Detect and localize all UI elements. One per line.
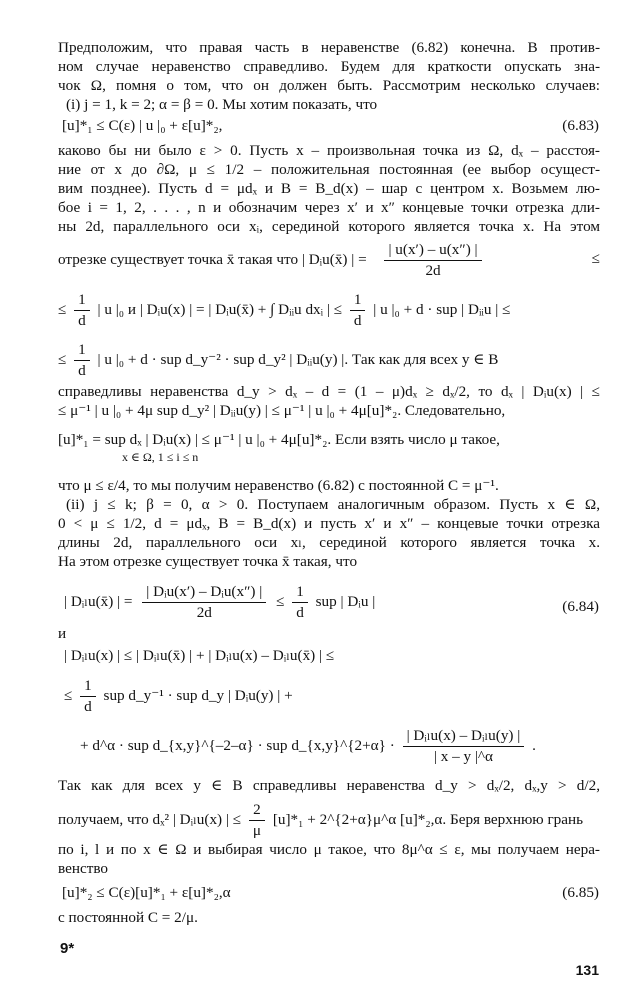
fraction-denominator: d bbox=[78, 362, 86, 379]
formula-text: + d^α · sup d_{x,y}^{–2–α} · sup d_{x,y}^{2+α} · bbox=[80, 736, 395, 754]
text-line: Предположим, что правая часть в неравенстве (6.82) конечна. В против- bbox=[58, 39, 600, 56]
equation-number-6-84: (6.84) bbox=[562, 598, 599, 615]
equation-number-6-85: (6.85) bbox=[562, 884, 599, 901]
fraction-denominator: μ bbox=[252, 822, 262, 839]
fraction bbox=[403, 726, 525, 767]
formula-text: ≤ bbox=[58, 300, 67, 318]
formula-sup-estimate bbox=[58, 340, 498, 381]
text-line: каково бы ни было ε > 0. Пусть x – произвольная точка из Ω, dₓ – расстоя- bbox=[58, 142, 600, 159]
fraction-denominator: d bbox=[84, 698, 92, 715]
text-line: что μ ≤ ε/4, то мы получим неравенство (6.82) с постоянной C = μ⁻¹. bbox=[58, 477, 499, 494]
formula-6-85: [u]*₂ ≤ C(ε)[u]*₁ + ε[u]*₂,α bbox=[62, 884, 231, 901]
text-line: ≤ μ⁻¹ | u |₀ + 4μ sup d_y² | Dᵢᵢu(y) | ≤ μ⁻¹ | u |₀ + 4μ[u]*₂. Следовательно, bbox=[58, 402, 506, 419]
fraction-numerator: 1 bbox=[350, 290, 366, 311]
text-line: ном случае неравенство справедливо. Будем для краткости опускать зна- bbox=[58, 58, 600, 75]
fraction-numerator: 1 bbox=[74, 290, 90, 311]
fraction bbox=[350, 290, 366, 331]
fraction bbox=[80, 676, 96, 717]
formula-subscript: x ∈ Ω, 1 ≤ i ≤ n bbox=[122, 450, 199, 464]
fraction-denominator: d bbox=[353, 312, 362, 329]
formula-sup-product bbox=[64, 676, 293, 717]
text-line: 0 < μ ≤ 1/2, d = μdₓ, B = B_d(x) и пусть x′ и x″ – концевые точки отрезка bbox=[58, 515, 600, 532]
text-line: вим позднее). Пусть d = μdₓ и B = B_d(x) – шар с центром x. Возьмем лю- bbox=[58, 180, 600, 197]
text-line: чок Ω, помня о том, что он должен быть. Рассмотрим несколько случаев: bbox=[58, 77, 600, 94]
fraction bbox=[249, 800, 265, 841]
text-line: по i, l и по x ∈ Ω и выбирая число μ такое, что 8μ^α ≤ ε, мы получаем нера- bbox=[58, 841, 600, 858]
fraction-denominator: 2d bbox=[425, 262, 441, 279]
formula-holder-term bbox=[80, 726, 536, 767]
formula-triangle-inequality: | Dᵢₗu(x) | ≤ | Dᵢₗu(x̄) | + | Dᵢₗu(x) – Dᵢₗu(x̄) | ≤ bbox=[64, 647, 335, 664]
equation-number-6-83: (6.83) bbox=[562, 117, 599, 134]
fraction-numerator: 1 bbox=[80, 676, 96, 697]
fraction bbox=[142, 582, 266, 623]
formula-exists-point bbox=[58, 240, 600, 281]
formula-text: ≤ bbox=[64, 686, 73, 704]
formula-text: | u |₀ + d · sup d_y⁻² · sup d_y² | Dᵢᵢu(y) |. Так как для всех y ∈ B bbox=[97, 350, 499, 368]
formula-text: sup | Dᵢu | bbox=[315, 592, 376, 610]
fraction-denominator: d bbox=[78, 312, 86, 329]
formula-seminorm-bound: [u]*₁ = sup dₓ | Dᵢu(x) | ≤ μ⁻¹ | u |₀ + 4μ[u]*₂. Если взять число μ такое, bbox=[58, 431, 500, 448]
text-line: и bbox=[58, 625, 67, 642]
formula-text: | u |₀ + d · sup | Dᵢᵢu | ≤ bbox=[373, 300, 511, 318]
fraction-denominator: | x – y |^α bbox=[433, 748, 493, 765]
fraction-numerator: | Dᵢu(x′) – Dᵢu(x″) | bbox=[142, 582, 266, 603]
fraction bbox=[74, 340, 90, 381]
text-line: справедливы неравенства d_y > dₓ – d = (1 – μ)dₓ ≥ dₓ/2, то dₓ | Dᵢu(x) | ≤ bbox=[58, 383, 600, 400]
text-line: ны 2d, параллельного оси xᵢ, серединой которого является точка x. На этом bbox=[58, 218, 600, 235]
fraction bbox=[384, 240, 481, 281]
text-line: ние от x до ∂Ω, μ ≤ 1/2 – положительная постоянная (ее выбор осущест- bbox=[58, 161, 600, 178]
formula-text: отрезке существует точка x̄ такая что | Dᵢu(x̄) | = bbox=[58, 250, 367, 268]
fraction bbox=[292, 582, 308, 623]
fraction-denominator: 2d bbox=[196, 604, 212, 621]
signature-mark: 9* bbox=[60, 940, 75, 957]
fraction-numerator: 1 bbox=[74, 340, 90, 361]
formula-text: получаем, что dₓ² | Dᵢₗu(x) | ≤ bbox=[58, 810, 242, 828]
text-line: На этом отрезке существует точка x̄ такая, что bbox=[58, 553, 358, 570]
fraction-numerator: 2 bbox=[249, 800, 265, 821]
text-line: венство bbox=[58, 860, 108, 877]
fraction bbox=[74, 290, 90, 331]
formula-derivative-estimate bbox=[58, 290, 510, 331]
formula-combined-bound bbox=[58, 800, 583, 841]
formula-6-84 bbox=[64, 582, 375, 623]
formula-text: ≤ bbox=[276, 592, 285, 610]
fraction-numerator: | u(x′) – u(x″) | bbox=[384, 240, 481, 261]
formula-text: ≤ bbox=[58, 350, 67, 368]
page-number: 131 bbox=[575, 962, 599, 978]
text-line: с постоянной C = 2/μ. bbox=[58, 909, 198, 926]
text-line: (ii) j ≤ k; β = 0, α > 0. Поступаем аналогичным образом. Пусть x ∈ Ω, bbox=[66, 496, 600, 513]
text-line: (i) j = 1, k = 2; α = β = 0. Мы хотим показать, что bbox=[66, 96, 378, 113]
formula-text: ≤ bbox=[591, 250, 600, 267]
text-line: Так как для всех y ∈ B справедливы неравенства d_y > dₓ/2, dₓ,y > d/2, bbox=[58, 777, 600, 794]
formula-text: sup d_y⁻¹ · sup d_y | Dᵢu(y) | + bbox=[103, 686, 293, 704]
fraction-numerator: 1 bbox=[292, 582, 308, 603]
fraction-numerator: | Dᵢₗu(x) – Dᵢₗu(y) | bbox=[403, 726, 525, 747]
text-line: длины 2d, параллельного оси xₗ, серединой которого является точка x. bbox=[58, 534, 600, 551]
formula-text: . bbox=[532, 736, 536, 754]
text-line: бое i = 1, 2, . . . , n и обозначим через x′ и x″ концевые точки отрезка дли- bbox=[58, 199, 600, 216]
formula-text: | u |₀ и | Dᵢu(x) | = | Dᵢu(x̄) + ∫ Dᵢᵢu dxᵢ | ≤ bbox=[97, 300, 343, 318]
formula-text: | Dᵢₗu(x̄) | = bbox=[64, 592, 133, 610]
fraction-denominator: d bbox=[296, 604, 304, 621]
formula-6-83: [u]*₁ ≤ C(ε) | u |₀ + ε[u]*₂, bbox=[62, 117, 223, 134]
formula-text: [u]*₁ + 2^{2+α}μ^α [u]*₂,α. Беря верхнюю грань bbox=[272, 810, 584, 828]
